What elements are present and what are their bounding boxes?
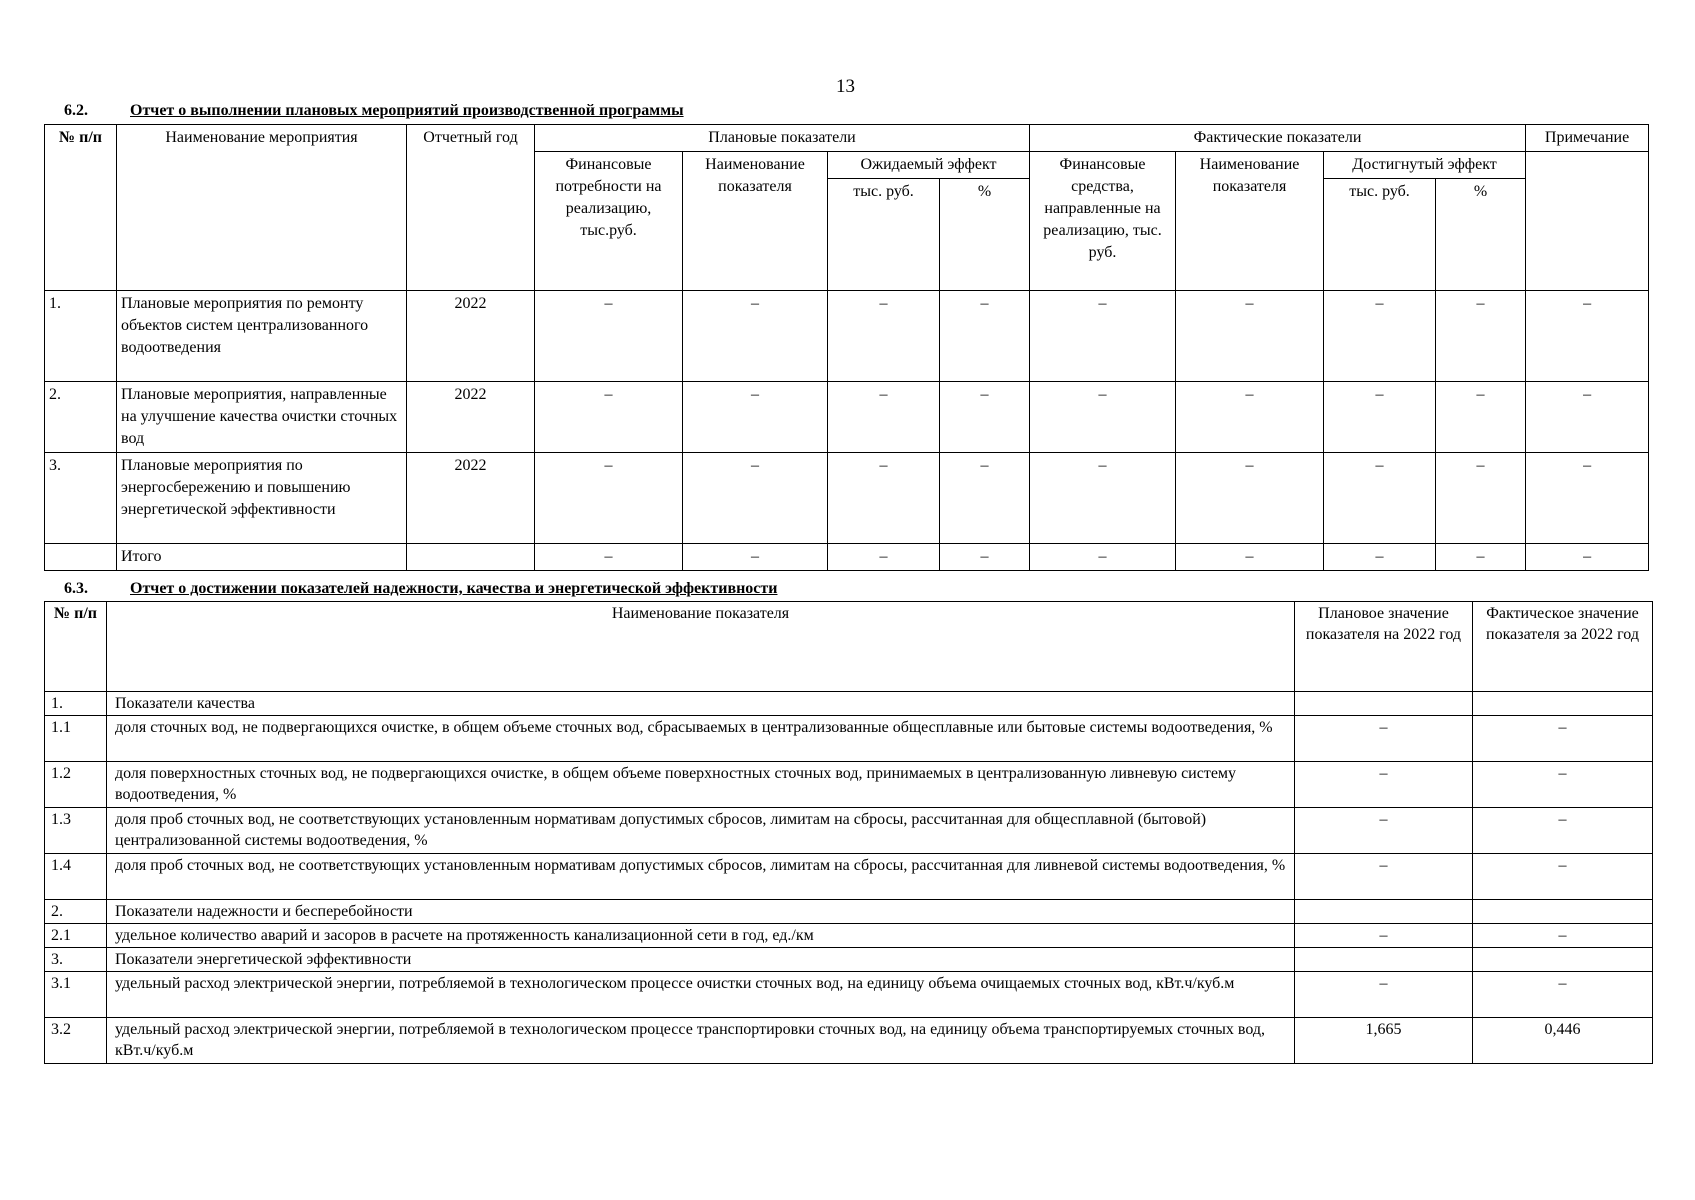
row-name: Показатели надежности и бесперебойности bbox=[107, 900, 1295, 924]
table-row bbox=[45, 924, 1653, 948]
header-planned-value: Плановое значение показателя на 2022 год bbox=[1295, 602, 1473, 692]
row-fact bbox=[1473, 900, 1653, 924]
row-cell: – bbox=[940, 382, 1030, 453]
row-plan: 1,665 bbox=[1295, 1018, 1473, 1064]
table-row bbox=[45, 972, 1653, 1018]
row-no: 2.1 bbox=[45, 924, 107, 948]
row-cell: – bbox=[683, 453, 828, 544]
table-row bbox=[45, 382, 1649, 453]
row-cell: – bbox=[828, 544, 940, 571]
section-number: 6.3. bbox=[64, 580, 88, 597]
header-percent: % bbox=[1436, 179, 1526, 291]
header-percent: % bbox=[940, 179, 1030, 291]
row-plan: – bbox=[1295, 924, 1473, 948]
header-plan-indicator-name: Наименование показателя bbox=[683, 152, 828, 291]
row-no: 3. bbox=[45, 948, 107, 972]
row-cell: – bbox=[535, 291, 683, 382]
row-name: Показатели энергетической эффективности bbox=[107, 948, 1295, 972]
row-cell: – bbox=[828, 291, 940, 382]
row-no: 2. bbox=[45, 900, 107, 924]
table-row bbox=[45, 716, 1653, 762]
row-cell: – bbox=[1030, 453, 1176, 544]
row-plan bbox=[1295, 948, 1473, 972]
row-cell: – bbox=[828, 382, 940, 453]
row-cell: – bbox=[1526, 382, 1649, 453]
header-no: № п/п bbox=[45, 125, 117, 291]
row-cell: – bbox=[1526, 291, 1649, 382]
header-report-year: Отчетный год bbox=[407, 125, 535, 291]
row-cell: – bbox=[1526, 453, 1649, 544]
row-no: 3.2 bbox=[45, 1018, 107, 1064]
header-thous-rub: тыс. руб. bbox=[1324, 179, 1436, 291]
row-no: 3. bbox=[45, 453, 117, 544]
row-name: удельный расход электрической энергии, потребляемой в технологическом процессе транспортировки сточных вод, на единицу объема транспортируемых сточных вод, кВт.ч/куб.м bbox=[107, 1018, 1295, 1064]
row-year bbox=[407, 544, 535, 571]
row-no: 1.2 bbox=[45, 762, 107, 808]
header-indicator-name: Наименование показателя bbox=[107, 602, 1295, 692]
row-no: 1.4 bbox=[45, 854, 107, 900]
row-cell: – bbox=[1436, 291, 1526, 382]
section-6-2-title bbox=[64, 102, 684, 120]
header-activity-name: Наименование мероприятия bbox=[117, 125, 407, 291]
row-name: Плановые мероприятия по энергосбережению и повышению энергетической эффективности bbox=[117, 453, 407, 544]
row-year: 2022 bbox=[407, 382, 535, 453]
row-fact: – bbox=[1473, 854, 1653, 900]
row-cell: – bbox=[940, 453, 1030, 544]
row-cell: – bbox=[683, 544, 828, 571]
header-note-blank bbox=[1526, 152, 1649, 291]
row-no bbox=[45, 544, 117, 571]
row-plan: – bbox=[1295, 808, 1473, 854]
row-cell: – bbox=[683, 382, 828, 453]
section-6-3-title bbox=[64, 580, 777, 598]
row-name: доля сточных вод, не подвергающихся очистке, в общем объеме сточных вод, сбрасываемых в централизованные общесплавные или бытовые системы водоотведения, % bbox=[107, 716, 1295, 762]
row-name: Плановые мероприятия, направленные на улучшение качества очистки сточных вод bbox=[117, 382, 407, 453]
row-name: удельное количество аварий и засоров в расчете на протяженность канализационной сети в год, ед./км bbox=[107, 924, 1295, 948]
row-cell: – bbox=[1324, 291, 1436, 382]
row-no: 1.3 bbox=[45, 808, 107, 854]
header-actual-financing: Финансовые средства, направленные на реализацию, тыс. руб. bbox=[1030, 152, 1176, 291]
row-fact bbox=[1473, 948, 1653, 972]
row-cell: – bbox=[683, 291, 828, 382]
row-name: доля проб сточных вод, не соответствующих установленным нормативам допустимых сбросов, лимитам на сбросы, рассчитанная для общесплавной (бытовой) централизованной системы водоотведения, % bbox=[107, 808, 1295, 854]
row-year: 2022 bbox=[407, 453, 535, 544]
row-cell: – bbox=[1176, 453, 1324, 544]
row-cell: – bbox=[535, 544, 683, 571]
planned-activities-table bbox=[44, 124, 1649, 571]
group-row bbox=[45, 692, 1653, 716]
row-cell: – bbox=[535, 382, 683, 453]
header-actual-indicators: Фактические показатели bbox=[1030, 125, 1526, 152]
header-planned-indicators: Плановые показатели bbox=[535, 125, 1030, 152]
row-plan: – bbox=[1295, 762, 1473, 808]
table-row bbox=[45, 808, 1653, 854]
header-no: № п/п bbox=[45, 602, 107, 692]
header-actual-indicator-name: Наименование показателя bbox=[1176, 152, 1324, 291]
row-name: Показатели качества bbox=[107, 692, 1295, 716]
row-cell: – bbox=[1324, 544, 1436, 571]
row-plan bbox=[1295, 692, 1473, 716]
row-no: 2. bbox=[45, 382, 117, 453]
row-cell: – bbox=[535, 453, 683, 544]
section-title-text: Отчет о достижении показателей надежности, качества и энергетической эффективности bbox=[130, 580, 778, 597]
section-title-text: Отчет о выполнении плановых мероприятий производственной программы bbox=[130, 102, 684, 119]
row-plan: – bbox=[1295, 854, 1473, 900]
page-number: 13 bbox=[836, 76, 855, 97]
row-fact: – bbox=[1473, 972, 1653, 1018]
row-plan bbox=[1295, 900, 1473, 924]
row-cell: – bbox=[1176, 291, 1324, 382]
row-fact: – bbox=[1473, 762, 1653, 808]
row-name: доля поверхностных сточных вод, не подвергающихся очистке, в общем объеме поверхностных сточных вод, принимаемых в централизованную ливневую систему водоотведения, % bbox=[107, 762, 1295, 808]
row-plan: – bbox=[1295, 716, 1473, 762]
row-fact: – bbox=[1473, 808, 1653, 854]
row-cell: – bbox=[1436, 453, 1526, 544]
row-cell: – bbox=[940, 291, 1030, 382]
row-fact bbox=[1473, 692, 1653, 716]
row-name: Итого bbox=[117, 544, 407, 571]
table-row bbox=[45, 453, 1649, 544]
row-cell: – bbox=[940, 544, 1030, 571]
row-cell: – bbox=[1030, 544, 1176, 571]
table-row bbox=[45, 291, 1649, 382]
row-no: 1. bbox=[45, 692, 107, 716]
row-cell: – bbox=[1436, 544, 1526, 571]
row-cell: – bbox=[828, 453, 940, 544]
group-row bbox=[45, 948, 1653, 972]
row-cell: – bbox=[1030, 291, 1176, 382]
row-name: Плановые мероприятия по ремонту объектов систем централизованного водоотведения bbox=[117, 291, 407, 382]
row-no: 1.1 bbox=[45, 716, 107, 762]
row-name: удельный расход электрической энергии, потребляемой в технологическом процессе очистки сточных вод, на единицу объема очищаемых сточных вод, кВт.ч/куб.м bbox=[107, 972, 1295, 1018]
row-fact: – bbox=[1473, 716, 1653, 762]
table-row bbox=[45, 762, 1653, 808]
row-no: 3.1 bbox=[45, 972, 107, 1018]
indicators-table bbox=[44, 601, 1653, 1064]
table-row bbox=[45, 854, 1653, 900]
row-cell: – bbox=[1436, 382, 1526, 453]
row-fact: – bbox=[1473, 924, 1653, 948]
row-name: доля проб сточных вод, не соответствующих установленным нормативам допустимых сбросов, лимитам на сбросы, рассчитанная для ливневой системы водоотведения, % bbox=[107, 854, 1295, 900]
total-row bbox=[45, 544, 1649, 571]
row-cell: – bbox=[1176, 544, 1324, 571]
header-plan-financing: Финансовые потребности на реализацию, тыс.руб. bbox=[535, 152, 683, 291]
row-cell: – bbox=[1324, 382, 1436, 453]
group-row bbox=[45, 900, 1653, 924]
header-thous-rub: тыс. руб. bbox=[828, 179, 940, 291]
row-cell: – bbox=[1176, 382, 1324, 453]
header-achieved-effect: Достигнутый эффект bbox=[1324, 152, 1526, 179]
row-plan: – bbox=[1295, 972, 1473, 1018]
header-expected-effect: Ожидаемый эффект bbox=[828, 152, 1030, 179]
header-note: Примечание bbox=[1526, 125, 1649, 152]
row-no: 1. bbox=[45, 291, 117, 382]
row-cell: – bbox=[1030, 382, 1176, 453]
row-fact: 0,446 bbox=[1473, 1018, 1653, 1064]
header-actual-value: Фактическое значение показателя за 2022 год bbox=[1473, 602, 1653, 692]
row-cell: – bbox=[1526, 544, 1649, 571]
table-row bbox=[45, 1018, 1653, 1064]
section-number: 6.2. bbox=[64, 102, 88, 119]
row-year: 2022 bbox=[407, 291, 535, 382]
row-cell: – bbox=[1324, 453, 1436, 544]
